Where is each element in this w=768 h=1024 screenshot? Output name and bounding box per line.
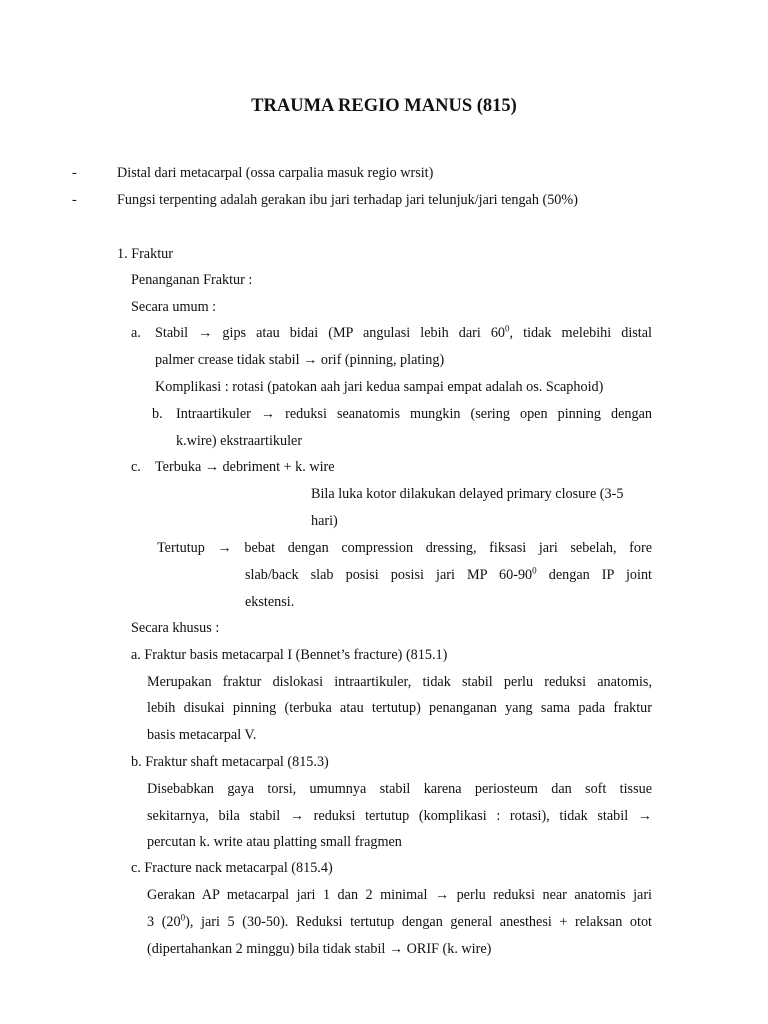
bullet-text: Distal dari metacarpal (ossa carpalia masuk regio wrsit) — [117, 165, 434, 181]
paragraph-line: palmer crease tidak stabil → orif (pinning, plating) — [155, 352, 445, 368]
list-marker: b. — [152, 406, 163, 422]
subsection-heading: a. Fraktur basis metacarpal I (Bennet’s fracture) (815.1) — [131, 647, 448, 663]
paragraph-line: (dipertahankan 2 minggu) bila tidak stabil → ORIF (k. wire) — [147, 941, 492, 957]
paragraph-line: Intraartikuler → reduksi seanatomis mungkin (sering open pinning dengan — [176, 406, 652, 422]
paragraph-line: Gerakan AP metacarpal jari 1 dan 2 minimal → perlu reduksi near anatomis jari — [147, 887, 652, 903]
paragraph-line: basis metacarpal V. — [147, 727, 257, 743]
document-title: TRAUMA REGIO MANUS (815) — [251, 96, 517, 116]
paragraph-line: Stabil → gips atau bidai (MP angulasi lebih dari $60^0$, tidak melebihi distal — [155, 323, 652, 341]
paragraph-line: hari) — [311, 513, 338, 529]
paragraph-line: sekitarnya, bila stabil → reduksi tertutup (komplikasi : rotasi), tidak stabil → — [147, 808, 652, 824]
paragraph-line: lebih disukai pinning (terbuka atau tertutup) penanganan yang sama pada fraktur — [147, 700, 652, 716]
paragraph-line: 3 $(20^0)$, jari 5 (30-50). Reduksi tertutup dengan general anesthesi + relaksan otot — [147, 912, 652, 930]
paragraph-line: Disebabkan gaya torsi, umumnya stabil karena periosteum dan soft tissue — [147, 781, 652, 797]
paragraph-line: slab/back slab posisi posisi jari MP $60-90^0$ dengan IP joint — [245, 565, 652, 583]
subheading: Penanganan Fraktur : — [131, 272, 253, 288]
paragraph-line: Terbuka → debriment + k. wire — [155, 459, 335, 475]
subheading: Secara khusus : — [131, 620, 220, 636]
subheading: Secara umum : — [131, 299, 217, 315]
paragraph-line: Komplikasi : rotasi (patokan aah jari kedua sampai empat adalah os. Scaphoid) — [155, 379, 604, 395]
bullet-marker: - — [72, 165, 77, 181]
paragraph-line: Bila luka kotor dilakukan delayed primary closure (3-5 — [311, 486, 624, 502]
list-marker: c. — [131, 459, 141, 475]
paragraph-line: Merupakan fraktur dislokasi intraartikuler, tidak stabil perlu reduksi anatomis, — [147, 674, 652, 690]
paragraph-line: k.wire) ekstraartikuler — [176, 433, 303, 449]
paragraph-line: percutan k. write atau platting small fragmen — [147, 834, 402, 850]
bullet-marker: - — [72, 192, 77, 208]
paragraph-line: Tertutup → bebat dengan compression dressing, fiksasi jari sebelah, fore — [157, 540, 652, 556]
bullet-text: Fungsi terpenting adalah gerakan ibu jari terhadap jari telunjuk/jari tengah (50%) — [117, 192, 578, 208]
subsection-heading: c. Fracture nack metacarpal (815.4) — [131, 860, 333, 876]
list-marker: a. — [131, 325, 141, 341]
paragraph-line: ekstensi. — [245, 594, 295, 610]
section-heading: 1. Fraktur — [117, 246, 173, 262]
subsection-heading: b. Fraktur shaft metacarpal (815.3) — [131, 754, 329, 770]
